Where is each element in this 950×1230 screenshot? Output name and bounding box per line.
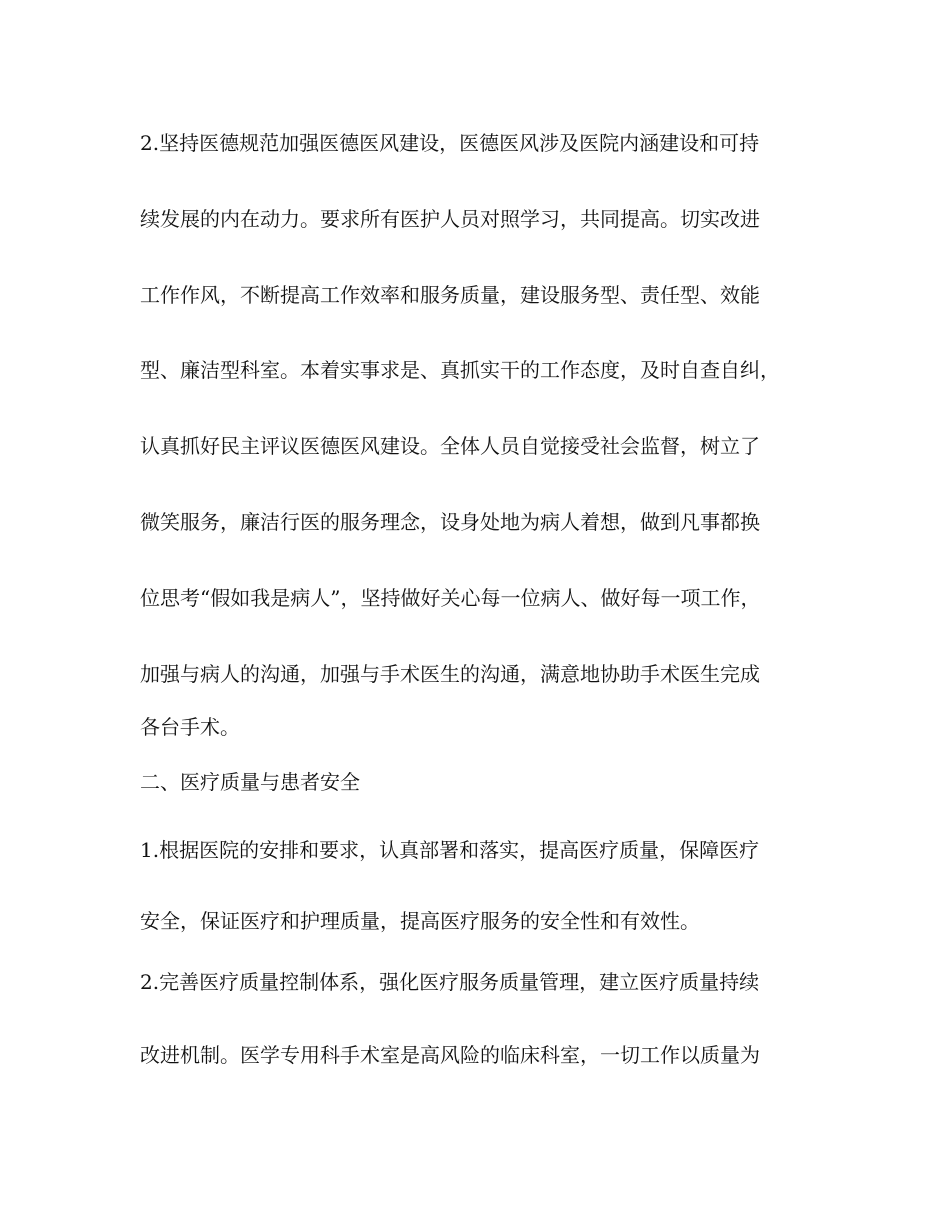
text-line: 2.坚持医德规范加强医德医风建设，医德医风涉及医院内涵建设和可持: [140, 131, 760, 155]
text-line: 加强与病人的沟通，加强与手术医生的沟通，满意地协助手术医生完成: [140, 662, 760, 686]
text-line: 各台手术。: [140, 715, 240, 739]
text-line: 续发展的内在动力。要求所有医护人员对照学习，共同提高。切实改进: [140, 207, 760, 231]
text-line: 工作作风，不断提高工作效率和服务质量，建设服务型、责任型、效能: [140, 283, 760, 307]
text-line: 2.完善医疗质量控制体系，强化医疗服务质量管理，建立医疗质量持续: [140, 970, 760, 994]
section-heading: 二、医疗质量与患者安全: [140, 770, 360, 794]
text-line: 型、廉洁型科室。本着实事求是、真抓实干的工作态度，及时自查自纠，: [140, 358, 780, 382]
text-line: 认真抓好民主评议医德医风建设。全体人员自觉接受社会监督，树立了: [140, 434, 760, 458]
text-line: 位思考“假如我是病人”，坚持做好关心每一位病人、做好每一项工作，: [140, 586, 761, 610]
text-line: 改进机制。医学专用科手术室是高风险的临床科室，一切工作以质量为: [140, 1043, 760, 1067]
text-line: 1.根据医院的安排和要求，认真部署和落实，提高医疗质量，保障医疗: [140, 838, 760, 862]
text-line: 安全，保证医疗和护理质量，提高医疗服务的安全性和有效性。: [140, 909, 700, 933]
text-line: 微笑服务，廉洁行医的服务理念，设身处地为病人着想，做到凡事都换: [140, 510, 760, 534]
